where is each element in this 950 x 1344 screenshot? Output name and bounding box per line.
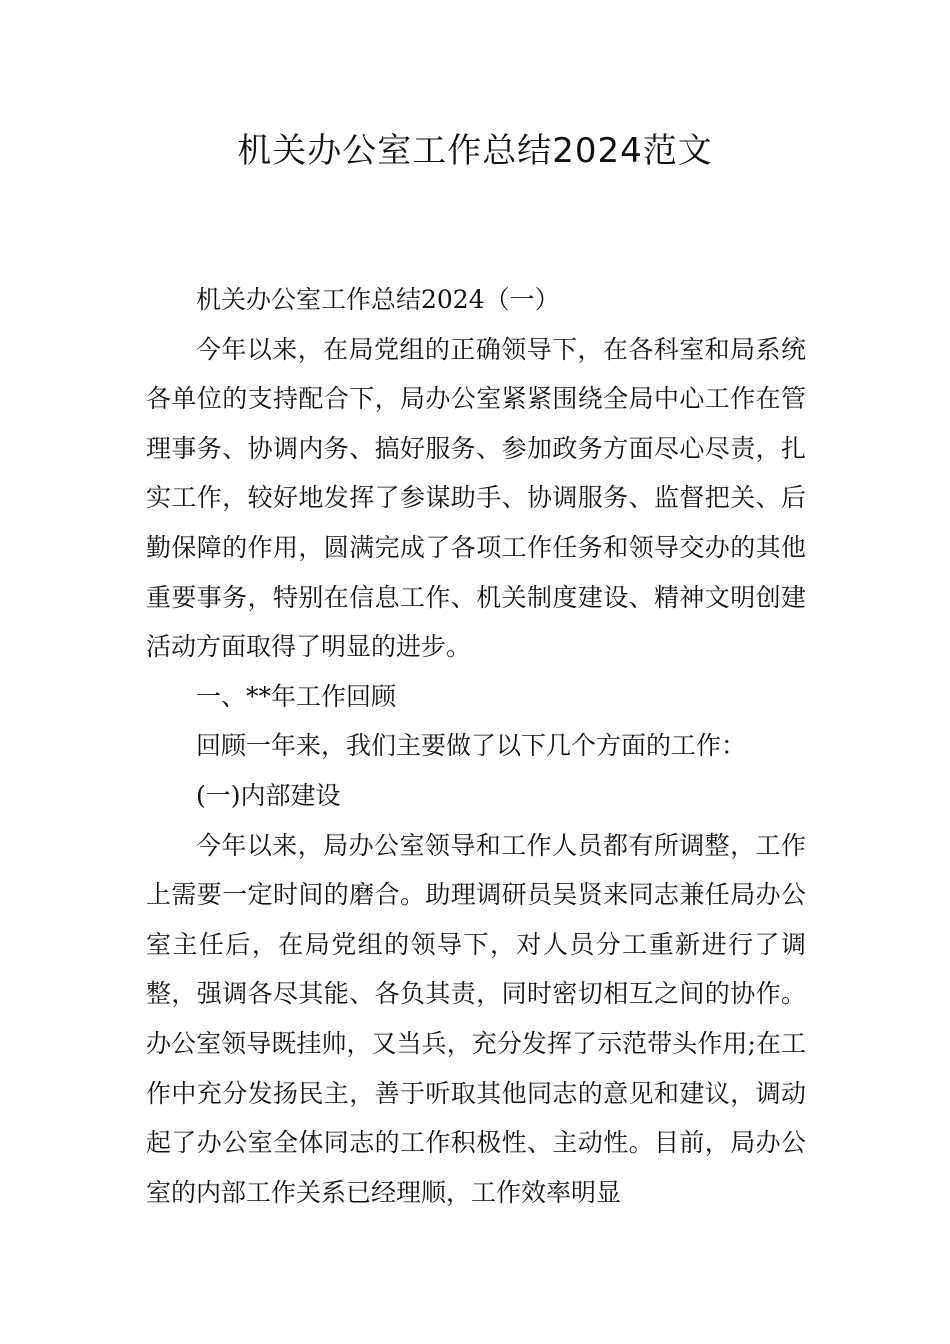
document-title: 机关办公室工作总结2024范文 [237,131,713,171]
section-heading-summary-one: 机关办公室工作总结2024（一） [196,285,560,314]
subsection-heading-internal: (一)内部建设 [196,780,341,810]
paragraph-internal-building: 今年以来，局办公室领导和工作人员都有所调整，工作上需要一定时间的磨合。助理调研员吴贤来同志兼任局办公室主任后，在局党组的领导下，对人员分工重新进行了调整，强调各尽其能、各负其责，同时密切相互之间的协作。办公室领导既挂帅，又当兵，充分发挥了示范带头作用;在工作中充分发扬民主，善于听取其他同志的意见和建议，调动起了办公室全体同志的工作积极性、主动性。目前，局办公室的内部工作关系已经理顺，工作效率明显 [146,830,806,1207]
paragraph-review-lead: 回顾一年来，我们主要做了以下几个方面的工作： [196,731,747,761]
section-heading-review: 一、**年工作回顾 [196,681,397,711]
paragraph-intro: 今年以来，在局党组的正确领导下，在各科室和局系统各单位的支持配合下，局办公室紧紧围绕全局中心工作在管理事务、协调内务、搞好服务、参加政务方面尽心尽责，扎实工作，较好地发挥了参谋助手、协调服务、监督把关、后勤保障的作用，圆满完成了各项工作任务和领导交办的其他重要事务，特别在信息工作、机关制度建设、精神文明创建活动方面取得了明显的进步。 [146,334,806,662]
document-body [146,275,806,1217]
